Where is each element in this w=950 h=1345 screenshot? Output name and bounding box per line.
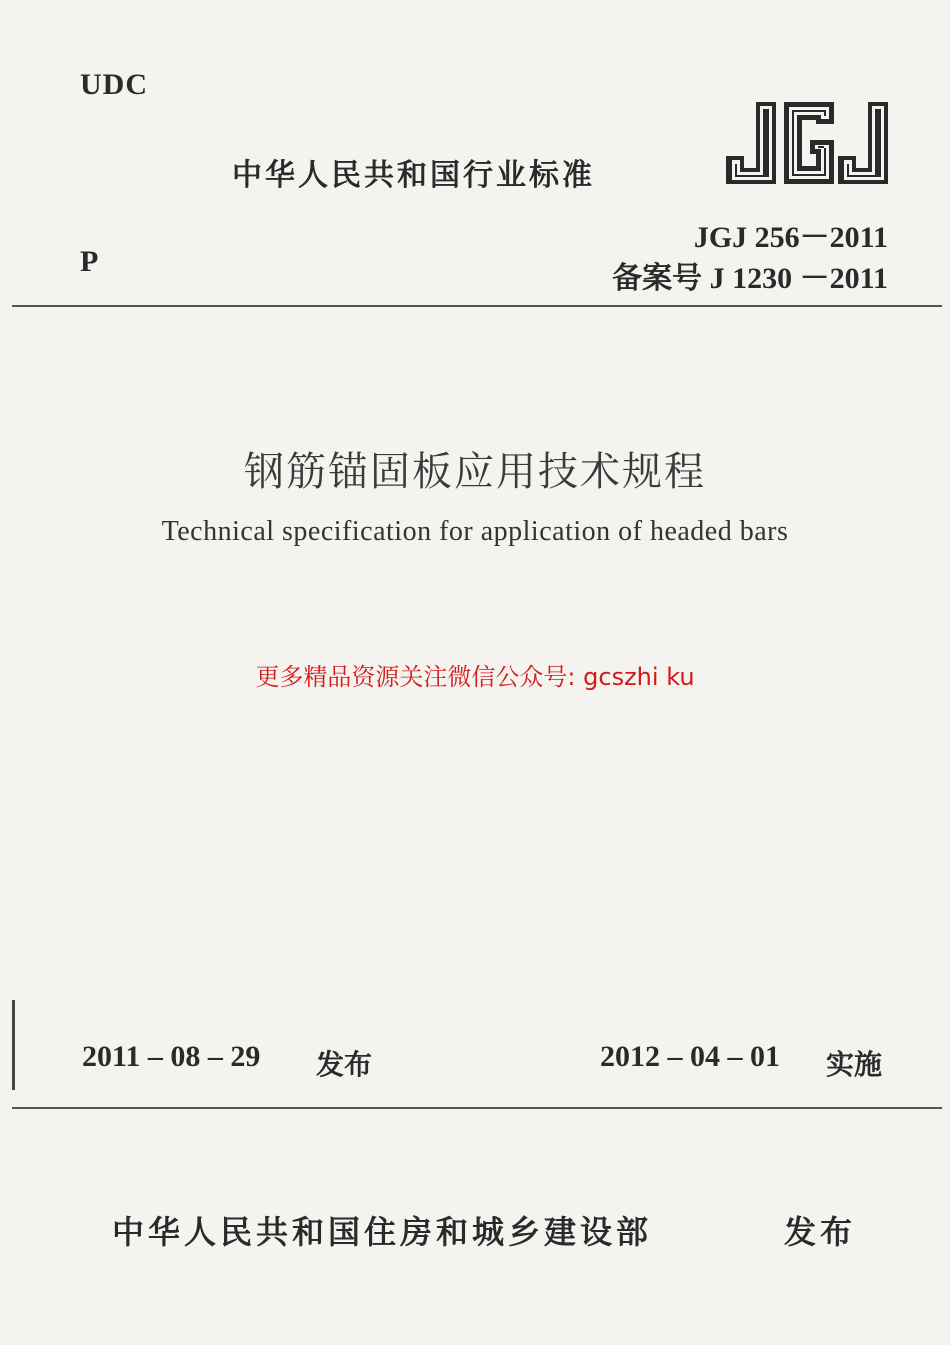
bottom-divider [12,1107,942,1109]
issue-date: 2011 – 08 – 29 [82,1040,261,1073]
edge-mark [12,1000,15,1090]
document-title-chinese: 钢筋锚固板应用技术规程 [244,449,706,495]
publisher-name: 中华人民共和国住房和城乡建设部 [112,1213,653,1251]
top-divider [12,305,942,307]
udc-label: UDC [80,68,148,101]
document-title-english: Technical specification for application of headed bars [161,516,789,547]
record-number: 备案号 J 1230 －2011 [612,262,888,295]
implementation-label: 实施 [826,1048,883,1081]
publisher-action: 发布 [784,1213,857,1251]
jgj-logo-letters [726,102,888,184]
issue-label: 发布 [316,1048,373,1081]
jgj-logo [722,98,892,188]
standard-number: JGJ 256－2011 [693,221,888,254]
implementation-date: 2012 – 04 – 01 [600,1040,780,1073]
classification-letter: P [80,245,99,278]
watermark-notice: 更多精品资源关注微信公众号: gcszhi ku [255,663,695,691]
standard-category: 中华人民共和国行业标准 [232,158,595,193]
